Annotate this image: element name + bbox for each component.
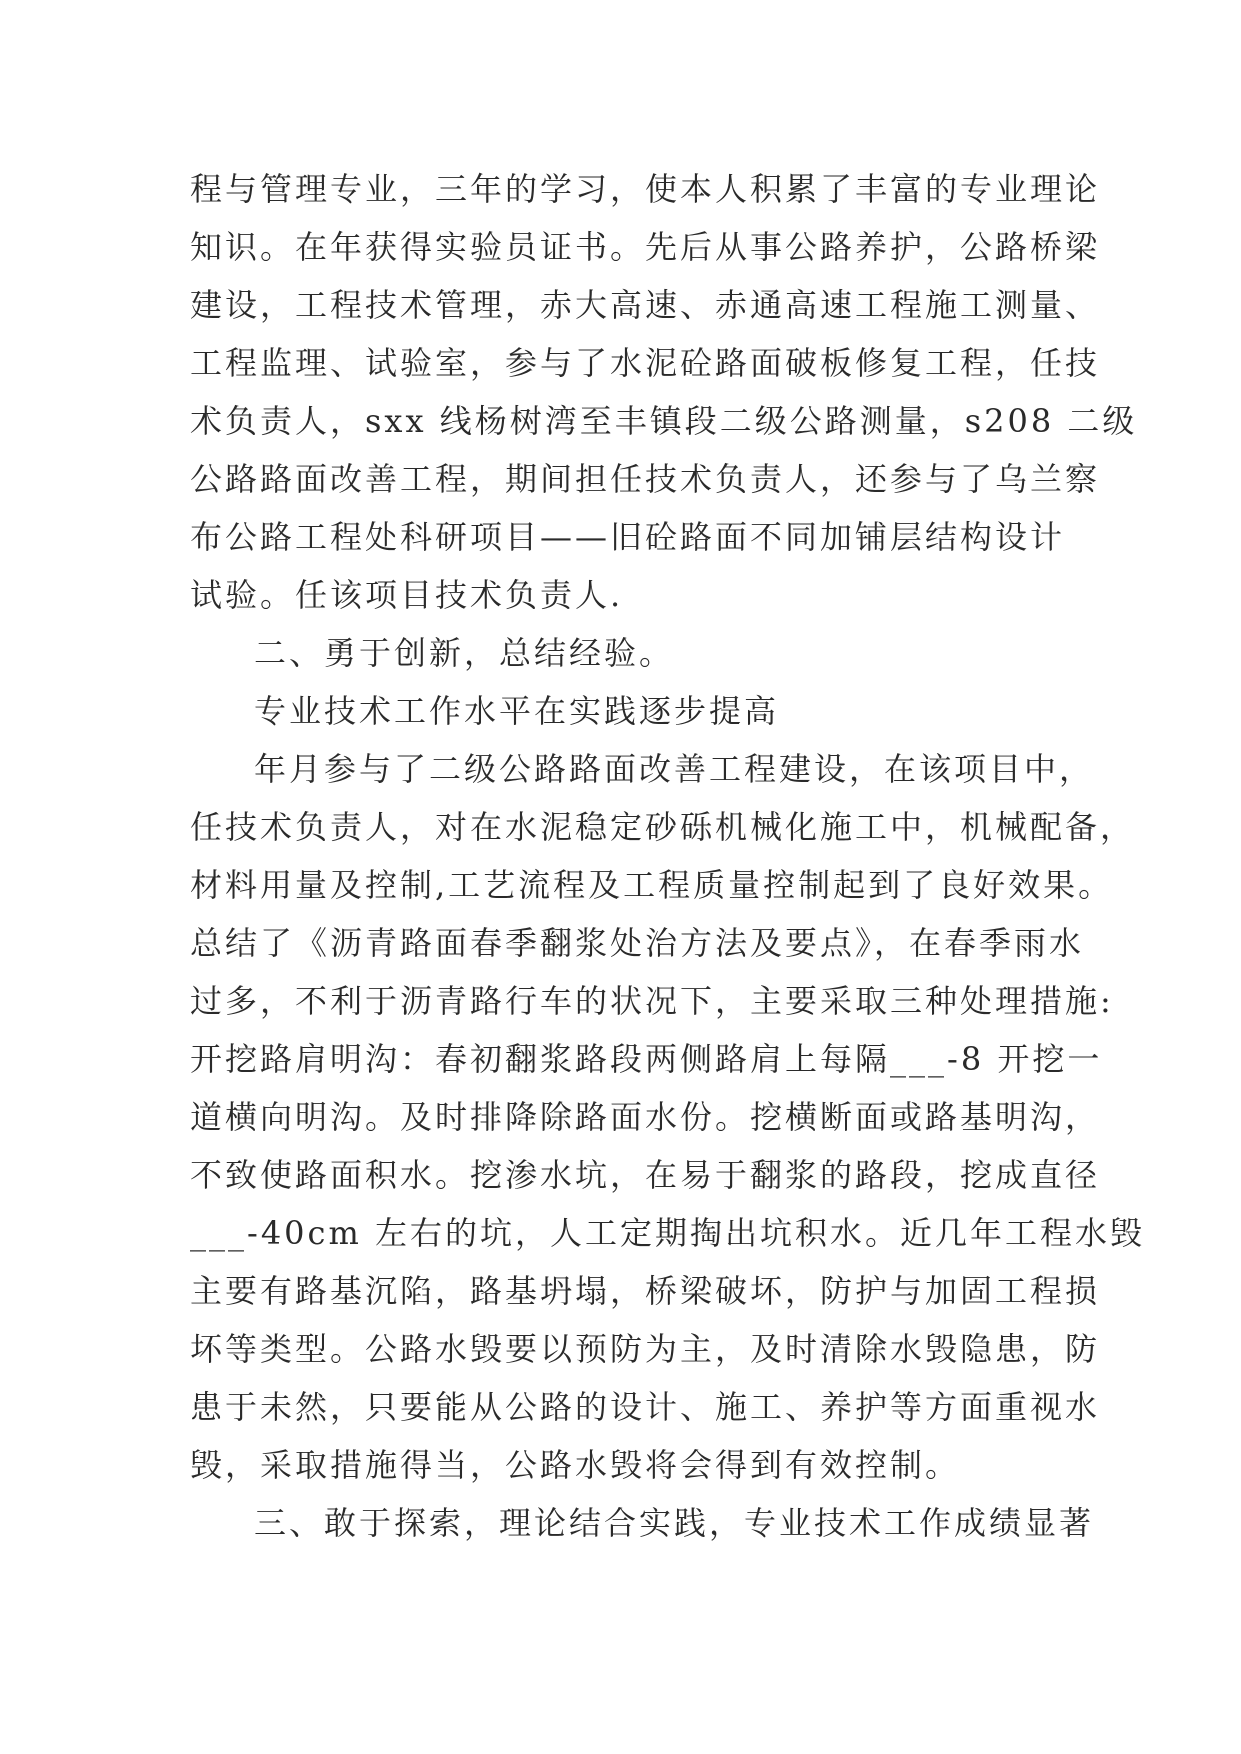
paragraph-line: 程与管理专业，三年的学习，使本人积累了丰富的专业理论 [190,170,1101,208]
paragraph-line: 开挖路肩明沟：春初翻浆路段两侧路肩上每隔___-8 开挖一 [190,1040,1103,1078]
paragraph-line: 总结了《沥青路面春季翻浆处治方法及要点》，在春季雨水 [190,924,1085,962]
document-page [190,160,1145,1552]
paragraph-line: 毁，采取措施得当，公路水毁将会得到有效控制。 [190,1446,961,1484]
paragraph-line: 知识。在年获得实验员证书。先后从事公路养护，公路桥梁 [190,228,1101,266]
paragraph-line: 患于未然，只要能从公路的设计、施工、养护等方面重视水 [190,1388,1101,1426]
paragraph-line: 公路路面改善工程，期间担任技术负责人，还参与了乌兰察 [190,460,1101,498]
paragraph-line: 建设，工程技术管理，赤大高速、赤通高速工程施工测量、 [190,286,1101,324]
section-heading: 三、敢于探索，理论结合实践，专业技术工作成绩显著 [254,1504,1095,1542]
paragraph-line: 坏等类型。公路水毁要以预防为主，及时清除水毁隐患，防 [190,1330,1101,1368]
paragraph-line: 道横向明沟。及时排降除路面水份。挖横断面或路基明沟， [190,1098,1101,1136]
paragraph-line: 工程监理、试验室，参与了水泥砼路面破板修复工程，任技 [190,344,1101,382]
paragraph-line: 主要有路基沉陷，路基坍塌，桥梁破坏，防护与加固工程损 [190,1272,1101,1310]
section-heading: 二、勇于创新，总结经验。 [254,634,675,672]
paragraph-line: 术负责人，sxx 线杨树湾至丰镇段二级公路测量，s208 二级 [190,402,1138,440]
paragraph-line: 布公路工程处科研项目——旧砼路面不同加铺层结构设计 [190,518,1066,556]
paragraph-line: 年月参与了二级公路路面改善工程建设，在该项目中， [254,750,1095,788]
paragraph-line: 过多，不利于沥青路行车的状况下，主要采取三种处理措施: [190,982,1114,1020]
paragraph-line: ___-40cm 左右的坑，人工定期掏出坑积水。近几年工程水毁 [190,1214,1145,1252]
paragraph-line: 不致使路面积水。挖渗水坑，在易于翻浆的路段，挖成直径 [190,1156,1101,1194]
paragraph-line: 任技术负责人，对在水泥稳定砂砾机械化施工中，机械配备， [190,808,1136,846]
subheading: 专业技术工作水平在实践逐步提高 [254,692,780,730]
paragraph-line: 试验。任该项目技术负责人. [190,576,624,614]
paragraph-line: 材料用量及控制,工艺流程及工程质量控制起到了良好效果。 [190,866,1114,904]
